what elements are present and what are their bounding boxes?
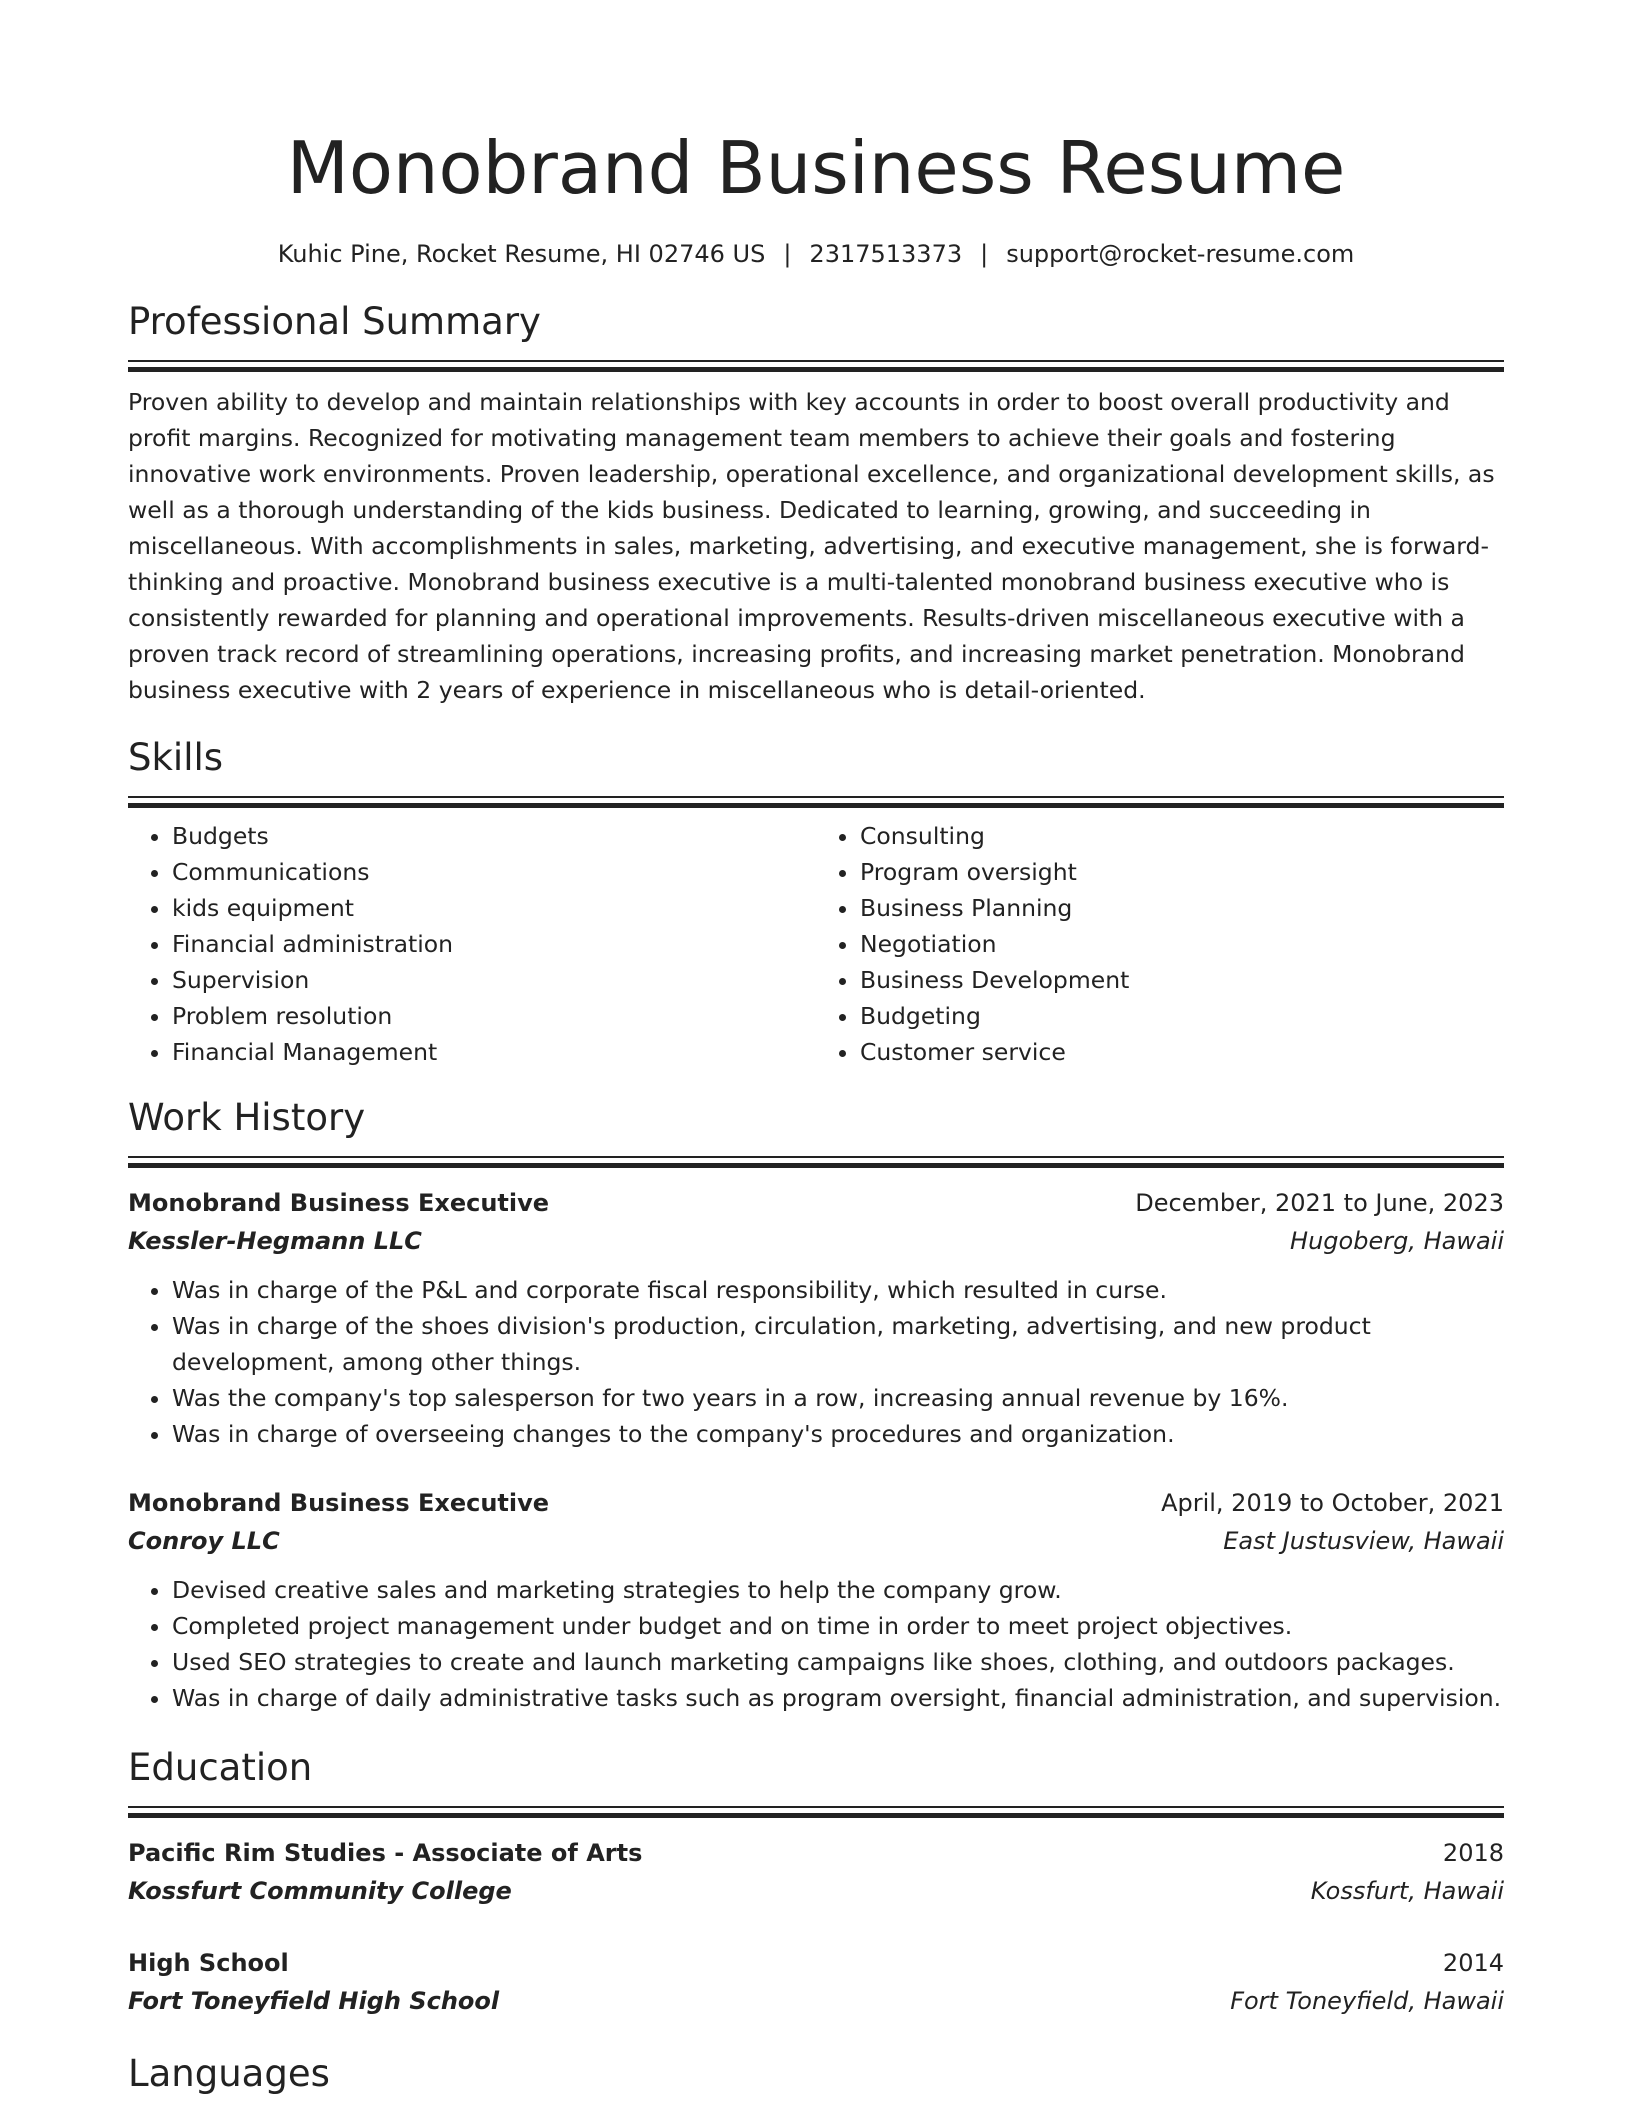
- job-bullet: • Was in charge of daily administrative tasks such as program oversight, financial administration, and supervision.: [172, 1680, 1504, 1716]
- job-entry: [128, 1184, 1504, 1452]
- job-bullets: [128, 1272, 1504, 1452]
- resume-title: Monobrand Business Resume: [286, 126, 1346, 210]
- section-divider: [128, 1156, 1504, 1170]
- job-title: Monobrand Business Executive: [128, 1489, 550, 1517]
- education-degree: Pacific Rim Studies - Associate of Arts: [128, 1839, 643, 1867]
- contact-line: [128, 238, 1504, 270]
- job-header-row: [128, 1184, 1504, 1222]
- education-year: 2018: [1442, 1839, 1504, 1867]
- job-subheader-row: [128, 1222, 1504, 1260]
- skill-item: • Program oversight: [860, 854, 1504, 890]
- contact-phone: 2317513373: [809, 240, 963, 268]
- contact-separator: |: [783, 240, 792, 268]
- section-title-languages: Languages: [128, 2052, 330, 2095]
- job-subheader-row: [128, 1522, 1504, 1560]
- job-bullets: [128, 1572, 1504, 1716]
- skill-item: • Supervision: [172, 962, 816, 998]
- job-bullet: • Was the company's top salesperson for two years in a row, increasing annual revenue by 16%.: [172, 1380, 1504, 1416]
- education-degree: High School: [128, 1949, 289, 1977]
- skill-item: • Budgeting: [860, 998, 1504, 1034]
- skill-item: • Communications: [172, 854, 816, 890]
- education-subheader-row: [128, 1872, 1504, 1910]
- job-company: Conroy LLC: [128, 1527, 280, 1555]
- skill-item: • Customer service: [860, 1034, 1504, 1070]
- section-title-skills: Skills: [128, 736, 224, 779]
- education-entry: [128, 1834, 1504, 1910]
- job-dates: April, 2019 to October, 2021: [1161, 1489, 1504, 1517]
- job-bullet: • Was in charge of the P&L and corporate fiscal responsibility, which resulted in curse.: [172, 1272, 1504, 1308]
- section-divider: [128, 796, 1504, 810]
- section-title-summary: Professional Summary: [128, 300, 541, 343]
- education-location: Fort Toneyfield, Hawaii: [1230, 1987, 1504, 2015]
- contact-address: Kuhic Pine, Rocket Resume, HI 02746 US: [277, 240, 766, 268]
- job-location: East Justusview, Hawaii: [1223, 1527, 1504, 1555]
- job-bullet: • Used SEO strategies to create and launch marketing campaigns like shoes, clothing, and outdoors packages.: [172, 1644, 1504, 1680]
- job-company: Kessler-Hegmann LLC: [128, 1227, 422, 1255]
- summary-text: Proven ability to develop and maintain relationships with key accounts in order to boost overall productivity and profit margins. Recognized for motivating management team members to achieve their goals and fostering innovative work environments. Proven leadership, operational excellence, and organizational development skills, as well as a thorough understanding of the kids business. Dedicated to learning, growing, and succeeding in miscellaneous. With accomplishments in sales, marketing, advertising, and executive management, she is forward-thinking and proactive. Monobrand business executive is a multi-talented monobrand business executive who is consistently rewarded for planning and operational improvements. Results-driven miscellaneous executive with a proven track record of streamlining operations, increasing profits, and increasing market penetration. Monobrand business executive with 2 years of experience in miscellaneous who is detail-oriented.: [128, 388, 1495, 704]
- skill-item: • Financial administration: [172, 926, 816, 962]
- education-location: Kossfurt, Hawaii: [1310, 1877, 1504, 1905]
- job-bullet: • Completed project management under budget and on time in order to meet project objectives.: [172, 1608, 1504, 1644]
- skill-item: • Financial Management: [172, 1034, 816, 1070]
- skills-column-left: [128, 818, 816, 1070]
- skills-list: [128, 818, 1504, 1070]
- education-header-row: [128, 1944, 1504, 1982]
- job-bullet: • Devised creative sales and marketing strategies to help the company grow.: [172, 1572, 1504, 1608]
- section-divider: [128, 360, 1504, 374]
- section-divider: [128, 1806, 1504, 1820]
- job-header-row: [128, 1484, 1504, 1522]
- job-bullet: • Was in charge of the shoes division's production, circulation, marketing, advertising, and new product development, among other things.: [172, 1308, 1504, 1380]
- job-entry: [128, 1484, 1504, 1716]
- job-title: Monobrand Business Executive: [128, 1189, 550, 1217]
- skill-item: • Business Development: [860, 962, 1504, 998]
- education-entry: [128, 1944, 1504, 2020]
- education-subheader-row: [128, 1982, 1504, 2020]
- education-school: Fort Toneyfield High School: [128, 1987, 500, 2015]
- contact-email: support@rocket-resume.com: [1006, 240, 1355, 268]
- education-school: Kossfurt Community College: [128, 1877, 512, 1905]
- skill-item: • Budgets: [172, 818, 816, 854]
- job-location: Hugoberg, Hawaii: [1290, 1227, 1504, 1255]
- skill-item: • Consulting: [860, 818, 1504, 854]
- skill-item: • Problem resolution: [172, 998, 816, 1034]
- skill-item: • Business Planning: [860, 890, 1504, 926]
- job-bullet: • Was in charge of overseeing changes to the company's procedures and organization.: [172, 1416, 1504, 1452]
- contact-separator: |: [980, 240, 989, 268]
- skills-column-right: [816, 818, 1504, 1070]
- skill-item: • Negotiation: [860, 926, 1504, 962]
- section-title-work: Work History: [128, 1096, 366, 1139]
- job-dates: December, 2021 to June, 2023: [1135, 1189, 1504, 1217]
- section-title-education: Education: [128, 1746, 313, 1789]
- skill-item: • kids equipment: [172, 890, 816, 926]
- education-year: 2014: [1442, 1949, 1504, 1977]
- education-header-row: [128, 1834, 1504, 1872]
